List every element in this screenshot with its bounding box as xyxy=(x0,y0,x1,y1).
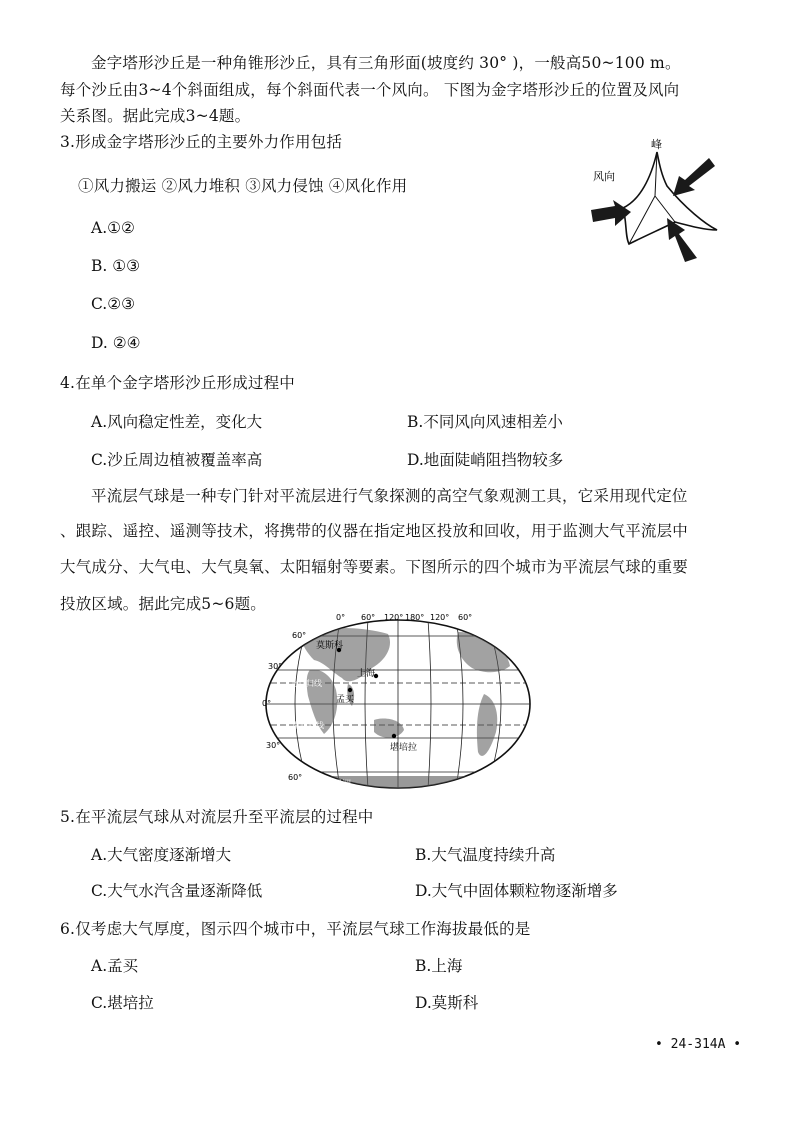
lat-label-0: 60° xyxy=(292,631,307,640)
antarctica-label: 南极洲 xyxy=(324,780,352,790)
passage1-line1: 金字塔形沙丘是一种角锥形沙丘，具有三角形面(坡度约 30° )，一般高50~100 m。 xyxy=(91,54,681,72)
q3-items: ①风力搬运 ②风力堆积 ③风力侵蚀 ④风化作用 xyxy=(78,177,408,195)
passage2-line2: 、跟踪、遥控、遥测等技术，将携带的仪器在指定地区投放和回收，用于监测大气平流层中 xyxy=(60,522,689,540)
passage1-line2: 每个沙丘由3~4个斜面组成，每个斜面代表一个风向。 下图为金字塔形沙丘的位置及风向 xyxy=(60,81,680,99)
page-footer-code: • 24-314A • xyxy=(655,1037,742,1052)
q3-stem: 3.形成金字塔形沙丘的主要外力作用包括 xyxy=(60,133,343,151)
passage1-line3: 关系图。据此完成3~4题。 xyxy=(60,107,251,125)
q3-option-c[interactable]: C.②③ xyxy=(91,295,136,313)
city-shanghai: 上海 xyxy=(357,669,376,679)
city-moscow: 莫斯科 xyxy=(316,641,344,651)
q6-option-a[interactable]: A.孟买 xyxy=(91,957,139,975)
pyramid-dune-figure xyxy=(585,138,725,268)
q6-option-d[interactable]: D.莫斯科 xyxy=(415,994,479,1012)
q5-option-c[interactable]: C.大气水汽含量逐渐降低 xyxy=(91,882,263,900)
mumbai-marker-icon xyxy=(348,688,352,692)
arrow-northeast-icon xyxy=(673,158,715,196)
lat-label-3: 30° xyxy=(266,741,281,750)
lon-label-4: 120° xyxy=(430,613,450,622)
q3-option-b[interactable]: B. ①③ xyxy=(91,257,141,275)
q3-option-a[interactable]: A.①② xyxy=(91,219,135,237)
tropic-of-capricorn-label: 南回归线 xyxy=(292,721,324,730)
lat-label-4: 60° xyxy=(288,773,303,782)
lon-label-3: 180° xyxy=(405,613,425,622)
world-map-figure xyxy=(262,612,534,790)
q6-stem: 6.仅考虑大气厚度，图示四个城市中，平流层气球工作海拔最低的是 xyxy=(60,920,531,938)
q5-option-b[interactable]: B.大气温度持续升高 xyxy=(415,846,556,864)
q5-stem: 5.在平流层气球从对流层升至平流层的过程中 xyxy=(60,808,374,826)
wind-label: 风向 xyxy=(593,170,615,183)
passage2-line1: 平流层气球是一种专门针对平流层进行气象探测的高空气象观测工具，它采用现代定位 xyxy=(91,487,688,505)
lon-label-5: 60° xyxy=(458,613,473,622)
canberra-marker-icon xyxy=(392,734,396,738)
lat-label-2: 0° xyxy=(262,699,272,708)
q6-option-c[interactable]: C.堪培拉 xyxy=(91,994,154,1012)
lon-label-0: 0° xyxy=(336,613,346,622)
peak-label: 峰 xyxy=(651,138,662,151)
q4-option-c[interactable]: C.沙丘周边植被覆盖率高 xyxy=(91,451,263,469)
q4-stem: 4.在单个金字塔形沙丘形成过程中 xyxy=(60,374,295,392)
lon-label-2: 120° xyxy=(384,613,404,622)
passage2-line4: 投放区域。据此完成5~6题。 xyxy=(60,595,267,613)
lat-label-1: 30° xyxy=(268,662,283,671)
tropic-of-cancer-label: 北回归线 xyxy=(290,679,322,688)
q4-option-a[interactable]: A.风向稳定性差，变化大 xyxy=(91,413,263,431)
q5-option-d[interactable]: D.大气中固体颗粒物逐渐增多 xyxy=(415,882,618,900)
q4-option-d[interactable]: D.地面陡峭阻挡物较多 xyxy=(407,451,564,469)
q3-option-d[interactable]: D. ②④ xyxy=(91,334,141,352)
passage2-line3: 大气成分、大气电、大气臭氧、太阳辐射等要素。下图所示的四个城市为平流层气球的重要 xyxy=(60,558,689,576)
q5-option-a[interactable]: A.大气密度逐渐增大 xyxy=(91,846,232,864)
city-mumbai: 孟买 xyxy=(336,695,355,705)
city-canberra: 堪培拉 xyxy=(390,743,418,753)
q4-option-b[interactable]: B.不同风向风速相差小 xyxy=(407,413,563,431)
lon-label-1: 60° xyxy=(361,613,376,622)
q6-option-b[interactable]: B.上海 xyxy=(415,957,463,975)
